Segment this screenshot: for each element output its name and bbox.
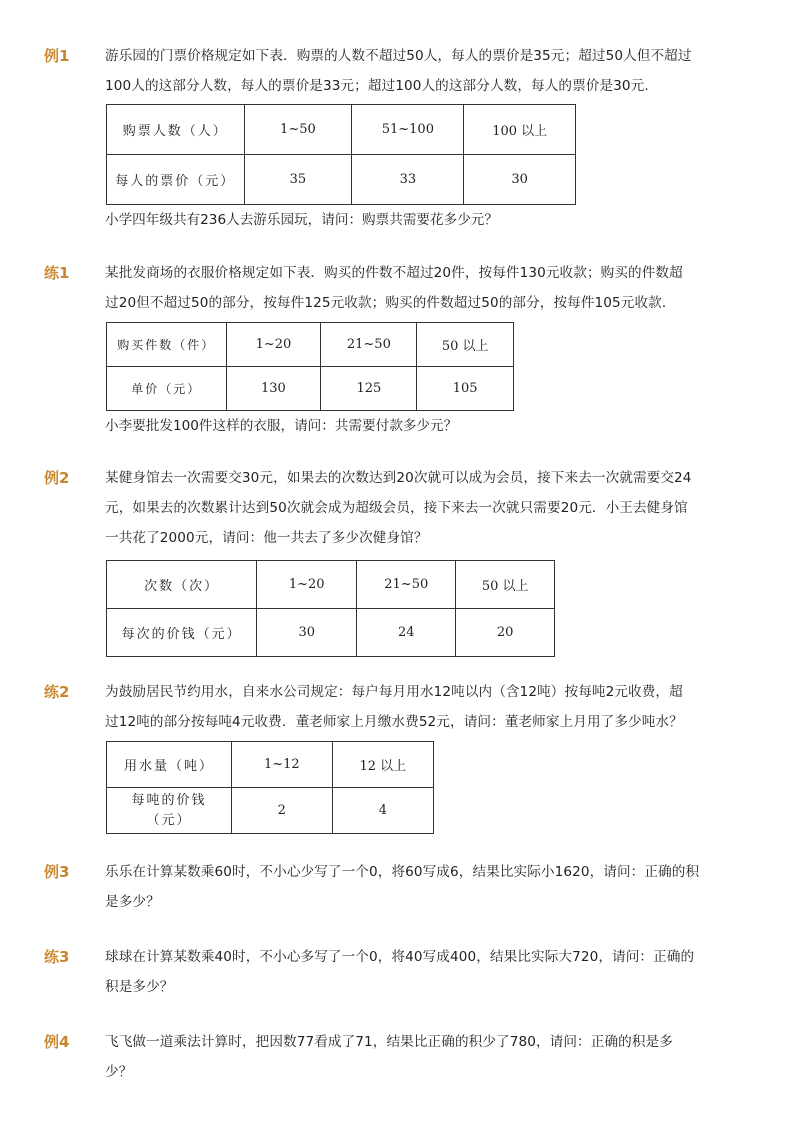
table-cell: 24 xyxy=(357,609,456,657)
problem-text-line: 某批发商场的衣服价格规定如下表．购买的件数不超过20件，按每件130元收款；购买的件数超 xyxy=(105,265,683,281)
table-cell: 35 xyxy=(244,155,352,205)
table-header-cell: 21~50 xyxy=(357,561,456,609)
problem-question: 小学四年级共有236人去游乐园玩，请问：购票共需要花多少元？ xyxy=(105,212,498,228)
problem-tag: 练2 xyxy=(44,683,70,701)
problem-text xyxy=(105,942,715,1002)
problem-text-line: 球球在计算某数乘40时，不小心多写了一个0，将40写成400，结果比实际大720，请问：正确的 xyxy=(105,949,695,965)
table-header-cell: 购买件数（件） xyxy=(107,323,227,367)
problem-text-line: 飞飞做一道乘法计算时，把因数77看成了71，结果比正确的积少了780，请问：正确的积是多 xyxy=(105,1034,673,1050)
table-cell: 30 xyxy=(257,609,357,657)
problem-tag: 例2 xyxy=(44,469,70,487)
problem-tag: 例1 xyxy=(44,47,70,65)
price-table-2 xyxy=(106,322,514,411)
table-header-cell: 50 以上 xyxy=(456,561,555,609)
problem-text-line: 少？ xyxy=(105,1064,133,1080)
price-table-4 xyxy=(106,741,434,834)
problem-text-line: 100人的这部分人数，每人的票价是33元；超过100人的这部分人数，每人的票价是30元． xyxy=(105,78,659,94)
problem-text xyxy=(105,258,715,318)
problem-text-line: 是多少？ xyxy=(105,894,160,910)
problem-text-line: 元，如果去的次数累计达到50次就会成为超级会员，接下来去一次就只需要20元．小王去健身馆 xyxy=(105,500,688,516)
price-table-1 xyxy=(106,104,576,205)
problem-text xyxy=(105,41,715,101)
problem-tag: 练3 xyxy=(44,948,70,966)
problem-tag: 例3 xyxy=(44,863,70,881)
table-header-cell: 1~50 xyxy=(244,105,352,155)
problem-text-line: 某健身馆去一次需要交30元，如果去的次数达到20次就可以成为会员，接下来去一次就需要交24 xyxy=(105,470,692,486)
table-header-cell: 购票人数（人） xyxy=(107,105,245,155)
problem-text-line: 游乐园的门票价格规定如下表．购票的人数不超过50人，每人的票价是35元；超过50人但不超过 xyxy=(105,48,692,64)
table-row-label: 每人的票价（元） xyxy=(107,155,245,205)
problem-tag: 练1 xyxy=(44,264,70,282)
table-cell: 4 xyxy=(332,788,433,834)
table-header-cell: 1~20 xyxy=(226,323,321,367)
problem-text-line: 一共花了2000元，请问：他一共去了多少次健身馆？ xyxy=(105,530,428,546)
table-cell: 30 xyxy=(464,155,576,205)
table-row-label: 每次的价钱（元） xyxy=(107,609,257,657)
table-header-cell: 12 以上 xyxy=(332,742,433,788)
table-cell: 33 xyxy=(352,155,464,205)
table-header-cell: 51~100 xyxy=(352,105,464,155)
problem-text-line: 过20但不超过50的部分，按每件125元收款；购买的件数超过50的部分，按每件105元收款． xyxy=(105,295,676,311)
table-header-cell: 1~20 xyxy=(257,561,357,609)
table-cell: 105 xyxy=(417,367,514,411)
problem-text-line: 过12吨的部分按每吨4元收费．董老师家上月缴水费52元，请问：董老师家上月用了多少吨水？ xyxy=(105,714,683,730)
table-header-cell: 次数（次） xyxy=(107,561,257,609)
problem-text xyxy=(105,1027,715,1087)
table-header-cell: 100 以上 xyxy=(464,105,576,155)
table-cell: 2 xyxy=(231,788,332,834)
table-row-label: 每吨的价钱（元） xyxy=(107,788,232,834)
table-header-cell: 21~50 xyxy=(321,323,417,367)
problem-text-line: 乐乐在计算某数乘60时，不小心少写了一个0，将60写成6，结果比实际小1620，请问：正确的积 xyxy=(105,864,700,880)
problem-question: 小李要批发100件这样的衣服，请问：共需要付款多少元？ xyxy=(105,418,458,434)
problem-text-line: 积是多少？ xyxy=(105,979,174,995)
problem-text xyxy=(105,677,715,737)
problem-tag: 例4 xyxy=(44,1033,70,1051)
table-header-cell: 用水量（吨） xyxy=(107,742,232,788)
price-table-3 xyxy=(106,560,555,657)
table-cell: 130 xyxy=(226,367,321,411)
table-header-cell: 50 以上 xyxy=(417,323,514,367)
table-row-label: 单价（元） xyxy=(107,367,227,411)
problem-text xyxy=(105,857,715,917)
table-cell: 125 xyxy=(321,367,417,411)
table-header-cell: 1~12 xyxy=(231,742,332,788)
table-cell: 20 xyxy=(456,609,555,657)
problem-text xyxy=(105,463,715,553)
problem-text-line: 为鼓励居民节约用水，自来水公司规定：每户每月用水12吨以内（含12吨）按每吨2元收费，超 xyxy=(105,684,683,700)
